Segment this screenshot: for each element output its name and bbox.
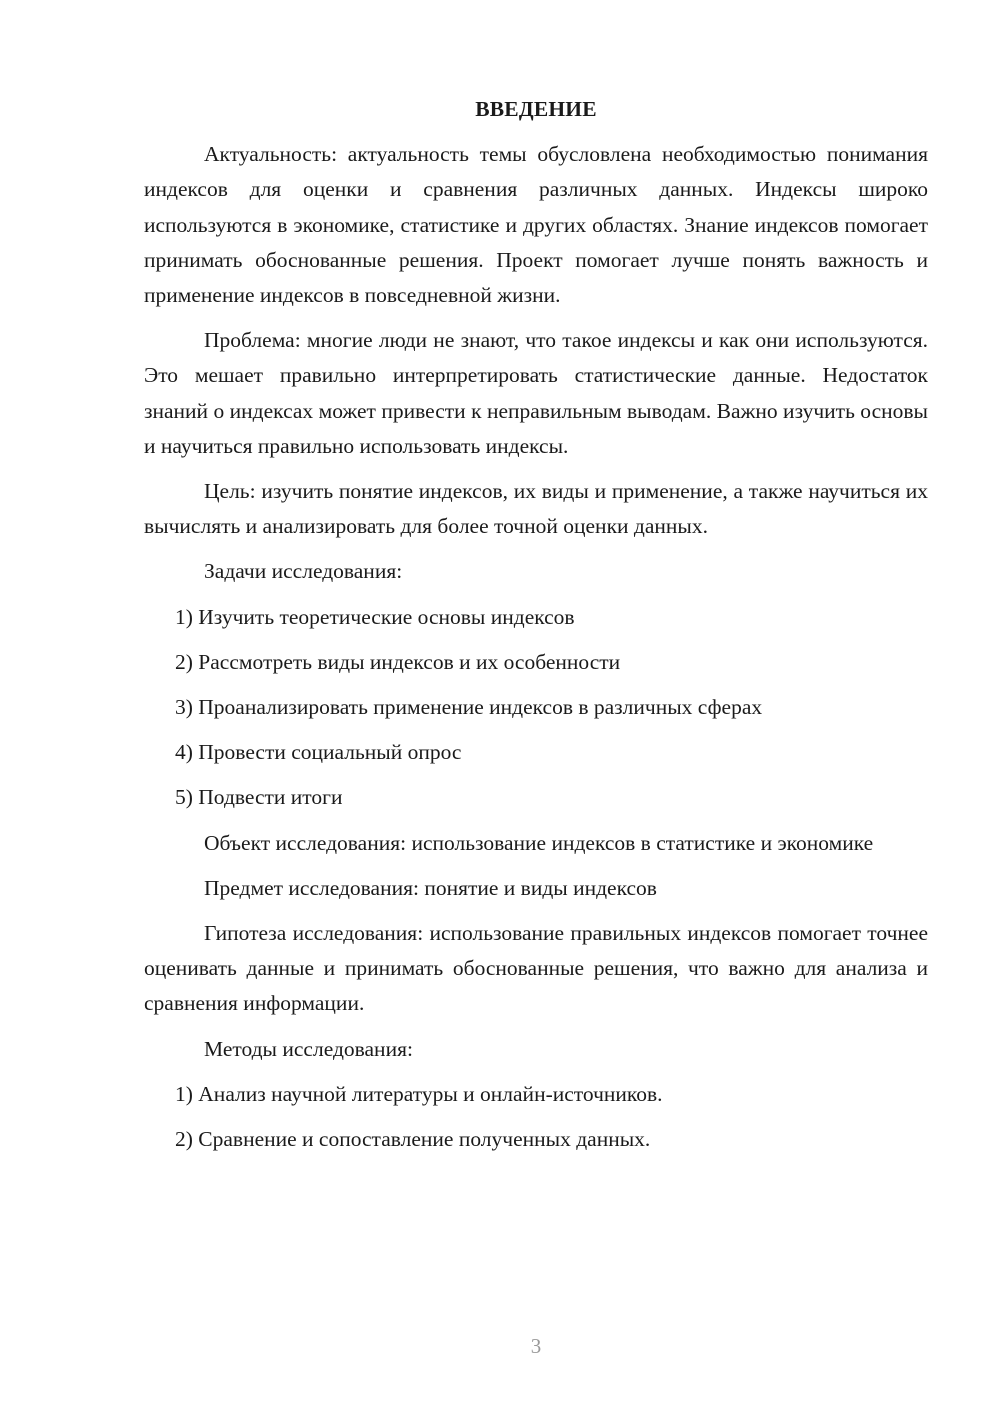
task-item-4: 4) Провести социальный опрос: [175, 740, 462, 765]
methods-heading: Методы исследования:: [204, 1036, 413, 1061]
problem-paragraph: Проблема: многие люди не знают, что такое индексы и как они используются. Это мешает правильно интерпретировать статистические данные. Недостаток знаний о индексах может привести к неправильным выводам. Важно изучить основы и научиться правильно использовать индексы.: [144, 328, 928, 458]
method-item-2: 2) Сравнение и сопоставление полученных данных.: [175, 1127, 651, 1152]
object-paragraph: Объект исследования: использование индексов в статистике и экономике: [204, 830, 874, 855]
method-item-1: 1) Анализ научной литературы и онлайн-источников.: [175, 1081, 663, 1106]
subject-paragraph: Предмет исследования: понятие и виды индексов: [204, 875, 657, 900]
task-item-2: 2) Рассмотреть виды индексов и их особенности: [175, 649, 621, 674]
task-item-1: 1) Изучить теоретические основы индексов: [175, 604, 575, 629]
task-item-5: 5) Подвести итоги: [175, 785, 343, 810]
relevance-paragraph: Актуальность: актуальность темы обусловлена необходимостью понимания индексов для оценки и сравнения различных данных. Индексы широко используются в экономике, статистике и других областях. Знание индексов помогает принимать обоснованные решения. Проект помогает лучше понять важность и применение индексов в повседневной жизни.: [144, 142, 928, 308]
goal-paragraph: Цель: изучить понятие индексов, их виды и применение, а также научиться их вычислять и анализировать для более точной оценки данных.: [144, 479, 928, 539]
page-title: ВВЕДЕНИЕ: [475, 97, 597, 121]
hypothesis-paragraph: Гипотеза исследования: использование правильных индексов помогает точнее оценивать данные и принимать обоснованные решения, что важно для анализа и сравнения информации.: [144, 921, 928, 1016]
task-item-3: 3) Проанализировать применение индексов в различных сферах: [175, 695, 763, 720]
page-body: [144, 92, 928, 1167]
page-number: 3: [530, 1334, 542, 1358]
tasks-heading: Задачи исследования:: [204, 559, 403, 584]
